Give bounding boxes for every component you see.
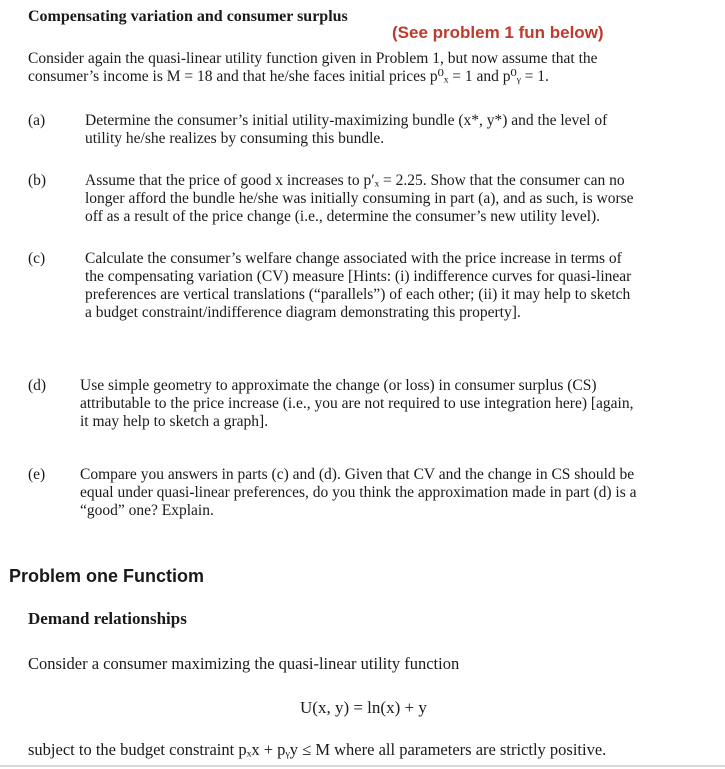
utility-equation: U(x, y) = ln(x) + y xyxy=(300,698,427,717)
part-line: off as a result of the price change (i.e., determine the consumer’s new utility level). xyxy=(85,208,601,225)
part-line: preferences are vertical translations (“parallels”) of each other; (ii) it may help to sketch xyxy=(85,286,631,303)
consider-text: Consider a consumer maximizing the quasi-linear utility function xyxy=(28,654,460,673)
part-line: utility he/she realizes by consuming this bundle. xyxy=(85,130,385,147)
problem-one-heading: Problem one Functiom xyxy=(9,566,205,586)
part-a-text xyxy=(85,112,607,148)
part-line: equal under quasi-linear preferences, do you think the approximation made in part (d) is a xyxy=(80,484,637,501)
part-line: Determine the consumer’s initial utility-maximizing bundle (x*, y*) and the level of xyxy=(85,112,608,129)
demand-heading: Demand relationships xyxy=(28,609,187,628)
part-c-label: (c) xyxy=(28,250,46,267)
budget-constraint-text: subject to the budget constraint pₓx + pᵧy ≤ M where all parameters are strictly positive. xyxy=(28,740,607,759)
part-line: “good” one? Explain. xyxy=(80,502,214,519)
part-line: Compare you answers in parts (c) and (d). Given that CV and the change in CS should be xyxy=(80,466,635,483)
part-line: it may help to sketch a graph]. xyxy=(80,413,269,430)
part-b-text xyxy=(85,172,634,226)
intro-line: Consider again the quasi-linear utility function given in Problem 1, but now assume that the xyxy=(28,50,598,67)
part-line: attributable to the price increase (i.e., you are not required to use integration here) [again, xyxy=(80,395,634,412)
part-line: Use simple geometry to approximate the change (or loss) in consumer surplus (CS) xyxy=(80,377,597,394)
intro-paragraph xyxy=(28,50,598,86)
part-a-label: (a) xyxy=(28,112,46,129)
part-line: a budget constraint/indifference diagram demonstrating this property]. xyxy=(85,304,521,321)
intro-line: consumer’s income is M = 18 and that he/she faces initial prices p⁰ₓ = 1 and p⁰ᵧ = 1. xyxy=(28,68,549,85)
bottom-divider xyxy=(0,765,725,767)
section-title: Compensating variation and consumer surplus xyxy=(28,8,348,25)
part-line: longer afford the bundle he/she was initially consuming in part (a), and as such, is worse xyxy=(85,190,634,207)
part-e-text xyxy=(80,466,637,520)
part-line: the compensating variation (CV) measure [Hints: (i) indifference curves for quasi-linear xyxy=(85,268,632,285)
part-d-text xyxy=(80,377,633,431)
part-line: Assume that the price of good x increases to p′ₓ = 2.25. Show that the consumer can no xyxy=(85,172,625,189)
part-e-label: (e) xyxy=(28,466,46,483)
part-line: Calculate the consumer’s welfare change associated with the price increase in terms of xyxy=(85,250,622,267)
part-b-label: (b) xyxy=(28,172,47,189)
part-d-label: (d) xyxy=(28,377,47,394)
part-c-text xyxy=(85,250,631,322)
problem-note: (See problem 1 fun below) xyxy=(392,23,604,42)
